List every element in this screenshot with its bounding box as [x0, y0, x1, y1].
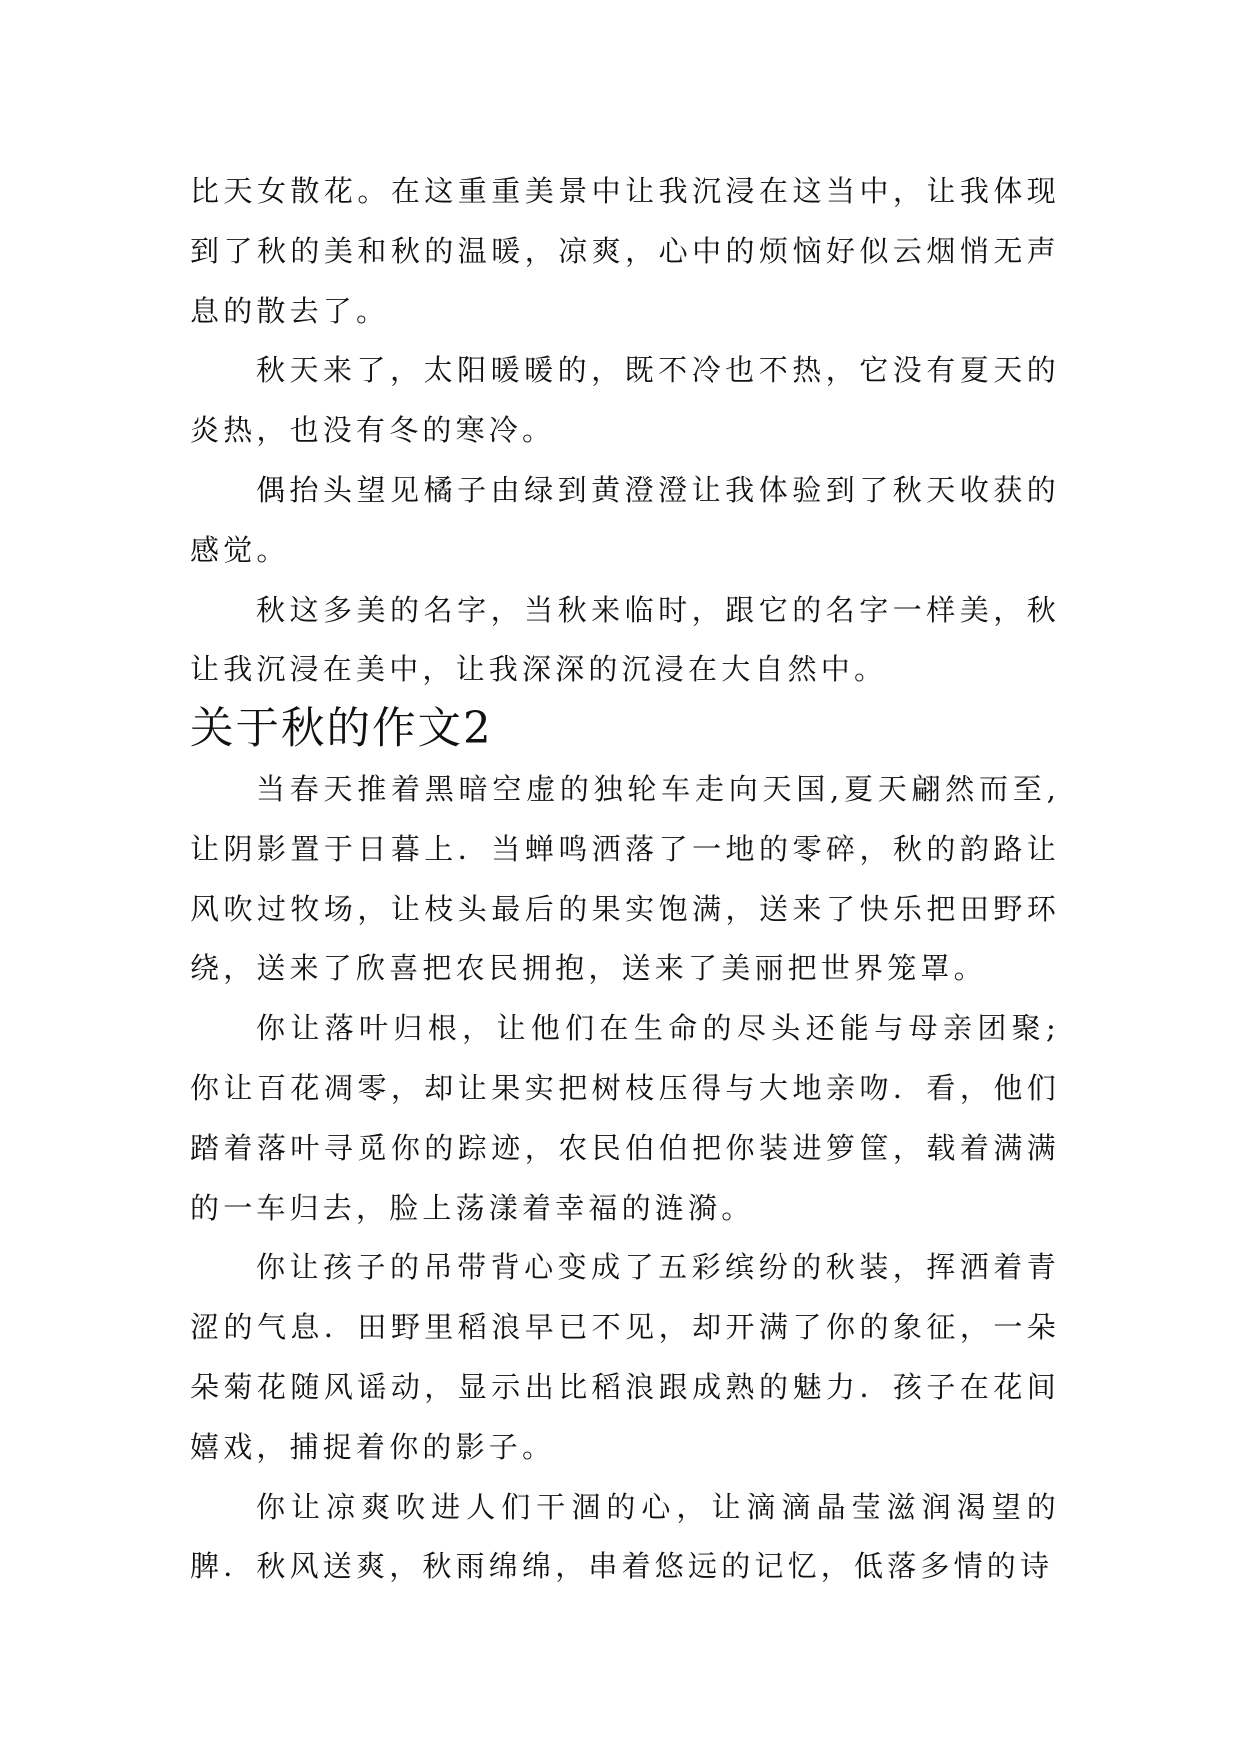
paragraph: 你让孩子的吊带背心变成了五彩缤纷的秋装，挥洒着青涩的气息．田野里稻浪早已不见，却开满了你的象征，一朵朵菊花随风谣动，显示出比稻浪跟成熟的魅力．孩子在花间嬉戏，捕捉着你的影子。: [190, 1250, 1060, 1464]
paragraph: 你让落叶归根，让他们在生命的尽头还能与母亲团聚;你让百花凋零，却让果实把树枝压得与大地亲吻．看，他们踏着落叶寻觅你的踪迹，农民伯伯把你装进箩筐，载着满满的一车归去，脸上荡漾着幸福的涟漪。: [190, 1011, 1060, 1225]
section-heading: 关于秋的作文2: [190, 704, 493, 755]
paragraph: 秋天来了，太阳暖暖的，既不冷也不热，它没有夏天的炎热，也没有冬的寒冷。: [190, 353, 1060, 448]
paragraph: 秋这多美的名字，当秋来临时，跟它的名字一样美，秋让我沉浸在美中，让我深深的沉浸在大自然中。: [190, 592, 1060, 687]
document-body: [190, 162, 1060, 1597]
paragraph: 比天女散花。在这重重美景中让我沉浸在这当中，让我体现到了秋的美和秋的温暖，凉爽，心中的烦恼好似云烟悄无声息的散去了。: [190, 174, 1060, 328]
paragraph: 当春天推着黑暗空虚的独轮车走向天国,夏天翩然而至,让阴影置于日暮上．当蝉鸣洒落了一地的零碎，秋的韵路让风吹过牧场，让枝头最后的果实饱满，送来了快乐把田野环绕，送来了欣喜把农民拥抱，送来了美丽把世界笼罩。: [190, 771, 1060, 986]
paragraph: 偶抬头望见橘子由绿到黄澄澄让我体验到了秋天收获的感觉。: [190, 472, 1060, 567]
paragraph: 你让凉爽吹进人们干涸的心，让滴滴晶莹滋润渴望的脾．秋风送爽，秋雨绵绵，串着悠远的记忆，低落多情的诗: [190, 1489, 1060, 1584]
